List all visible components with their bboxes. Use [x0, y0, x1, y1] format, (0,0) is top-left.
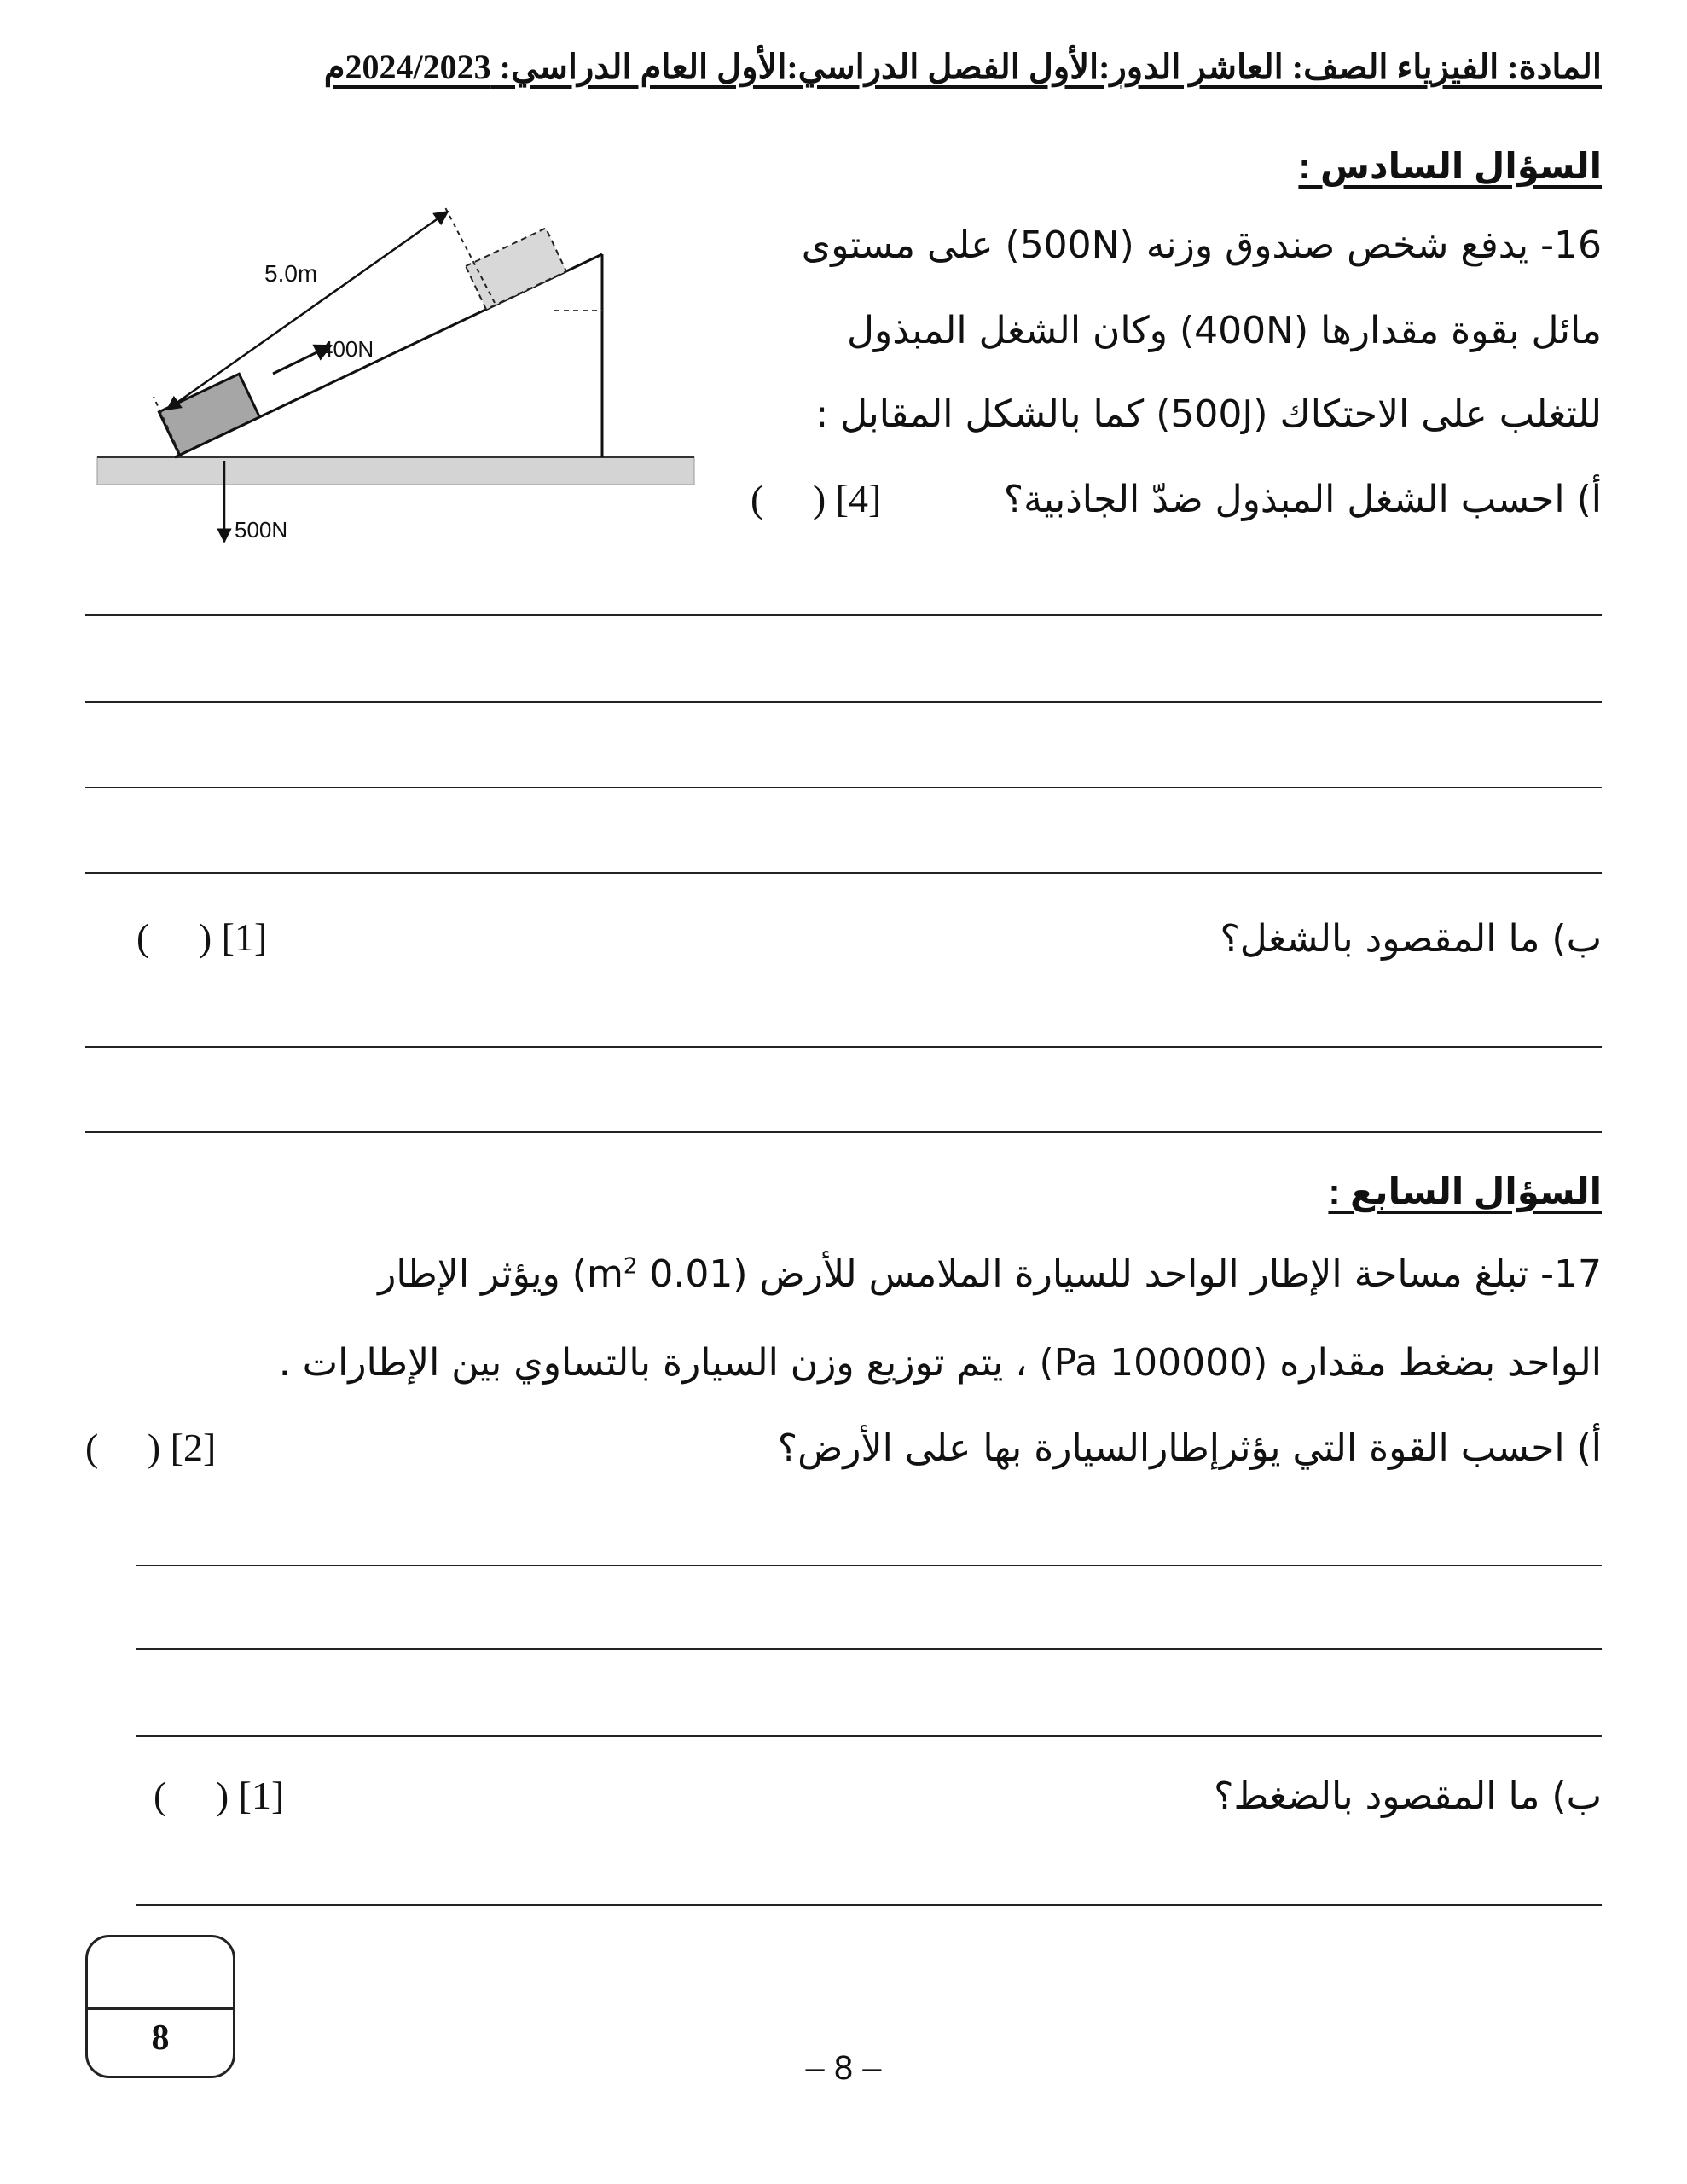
answer-line-17a-3[interactable]: [136, 1735, 1602, 1737]
question-6-title: السؤال السادس :: [1298, 146, 1602, 186]
page-number-footer: – 8 –: [805, 2049, 882, 2087]
answer-line-17b-1[interactable]: [136, 1904, 1602, 1906]
question-16-line-1: 16- يدفع شخص صندوق وزنه (500N) على مستوى: [801, 224, 1602, 267]
exam-header: المادة: الفيزياء الصف: العاشر الدور:الأول الفصل الدراسي:الأول العام الدراسي: 2024/2023م: [323, 48, 1602, 86]
question-17-part-b: ب) ما المقصود بالضغط؟: [1214, 1774, 1602, 1818]
distance-label: 5.0m: [264, 260, 318, 287]
answer-line-16a-3[interactable]: [85, 787, 1602, 788]
answer-line-17a-1[interactable]: [136, 1565, 1602, 1566]
question-16-part-b-marks: ( ) [1]: [136, 915, 268, 959]
question-17-line-1: 17- تبلغ مساحة الإطار الواحد للسيارة الملامس للأرض (0.01 $m^2$) ويؤثر الإطار: [378, 1252, 1602, 1296]
distance-arrow: [167, 212, 448, 410]
inclined-plane-figure: [94, 205, 708, 563]
answer-line-16a-4[interactable]: [85, 872, 1602, 874]
score-box-divider: [88, 2007, 233, 2010]
question-17-part-a: أ) احسب القوة التي يؤثرإطارالسيارة بها على الأرض؟: [777, 1426, 1602, 1470]
question-7-title: السؤال السابع :: [1328, 1171, 1602, 1211]
answer-line-16a-1[interactable]: [85, 614, 1602, 616]
box-at-top-dashed: [466, 228, 566, 309]
answer-line-16b-2[interactable]: [85, 1131, 1602, 1133]
question-17-line-2: الواحد بضغط مقداره (100000 Pa) ، يتم توزيع وزن السيارة بالتساوي بين الإطارات .: [278, 1341, 1602, 1385]
question-17-part-a-marks: ( ) [2]: [85, 1426, 217, 1469]
ground-surface: [97, 457, 694, 485]
question-16-part-b: ب) ما المقصود بالشغل؟: [1220, 917, 1602, 961]
question-16-part-a-marks: ( ) [4]: [751, 477, 882, 520]
question-16-line-3: للتغلب على الاحتكاك (500J) كما بالشكل المقابل :: [815, 392, 1602, 436]
page-box-number: 8: [151, 2018, 170, 2058]
answer-line-16b-1[interactable]: [85, 1046, 1602, 1048]
weight-label: 500N: [235, 517, 288, 543]
applied-force-label: 400N: [321, 336, 374, 362]
question-16-line-2: مائل بقوة مقدارها (400N) وكان الشغل المبذول: [846, 309, 1602, 352]
answer-line-17a-2[interactable]: [136, 1648, 1602, 1650]
question-17-part-b-marks: ( ) [1]: [154, 1774, 285, 1817]
question-16-part-a: أ) احسب الشغل المبذول ضدّ الجاذبية؟: [1003, 478, 1602, 521]
answer-line-16a-2[interactable]: [85, 701, 1602, 703]
